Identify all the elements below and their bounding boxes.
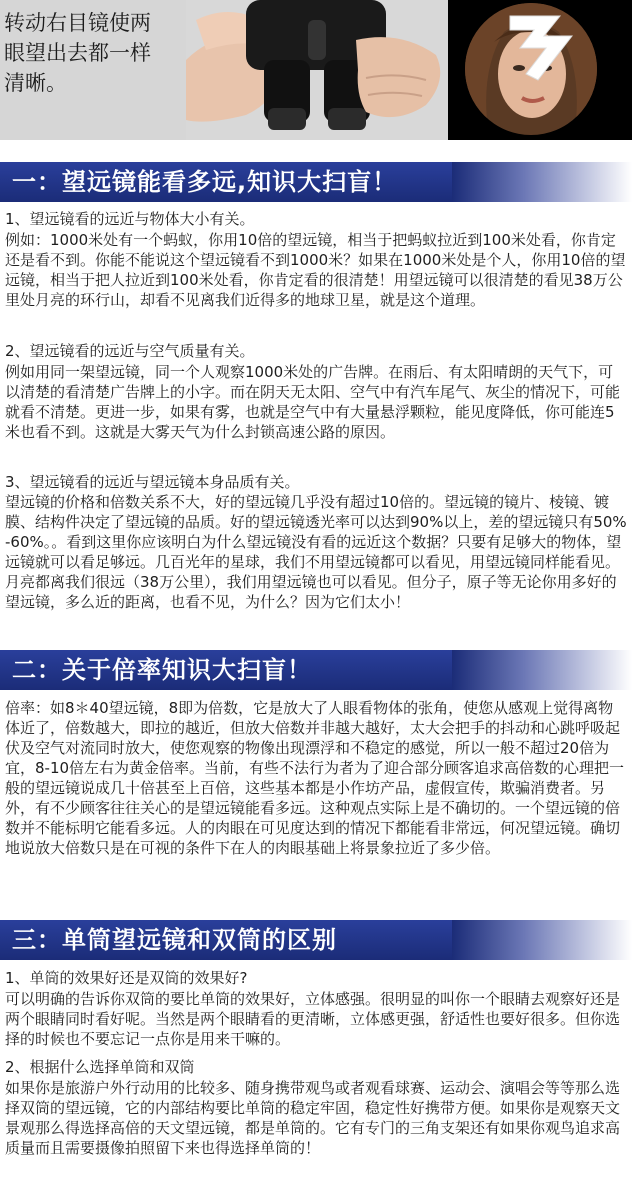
avatar [464,2,598,136]
section-title: 二：关于倍率知识大扫盲！ [12,656,312,684]
avatar-panel [448,0,632,140]
paragraph: 1、望远镜看的远近与物体大小有关。 [5,210,255,228]
section-title: 三：单筒望远镜和双筒的区别 [12,926,337,954]
paragraph: 例如用同一架望远镜，同一个人观察1000米处的广告牌。在雨后、有太阳晴朗的天气下，可以清楚的看清楚广告牌上的小字。而在阴天无太阳、空气中有汽车尾气、灰尘的情况下，可能就看不清楚。更进一步，如果有雾，也就是空气中有大量悬浮颗粒，能见度降低，你可能连5米也看不到。这就是大雾天气为什么封锁高速公路的原因。 [5,363,621,441]
banner-caption: 转动右目镜使两 眼望出去都一样 清晰。 [4,11,151,95]
binoculars-photo [186,0,448,140]
paragraph: 如果你是旅游户外行动用的比较多、随身携带观鸟或者观看球赛、运动会、演唱会等等那么选择双筒的望远镜，它的内部结构要比单筒的稳定牢固，稳定性好携带方便。如果你是观察天文景观那么得选择高倍的天文望远镜，都是单筒的。它有专门的三角支架还有如果你观鸟追求高质量而且需要摄像拍照留下来也得选择单筒的！ [5,1079,621,1157]
paragraph: 3、望远镜看的远近与望远镜本身品质有关。 [5,473,300,491]
paragraph: 2、根据什么选择单筒和双筒 [5,1058,195,1076]
paragraph: 望远镜的价格和倍数关系不大，好的望远镜几乎没有超过10倍的。望远镜的镜片、棱镜、镀膜、结构件决定了望远镜的品质。好的望远镜透光率可以达到90%以上，差的望远镜只有50%-60%。。看到这里你应该明白为什么望远镜没有看的远近这个数据？只要有足够大的物体，望远镜就可以看足够远。几百光年的星球，我们不用望远镜都可以看见，用望远镜同样能看见。月亮都离我们很远（38万公里），我们用望远镜也可以看见。但分子，原子等无论你用多好的望远镜，多么近的距离，也看不见，为什么？因为它们太小！ [5,493,627,611]
top-banner [0,0,632,140]
paragraph: 可以明确的告诉你双筒的要比单筒的效果好，立体感强。很明显的叫你一个眼睛去观察好还是两个眼睛同时看好呢。当然是两个眼睛看的更清晰，立体感更强，舒适性也要好很多。但你选择的时候也不要忘记一点你是用来干嘛的。 [5,990,621,1048]
section-header-2 [0,648,632,692]
paragraph: 2、望远镜看的远近与空气质量有关。 [5,342,255,360]
section-header-1 [0,160,632,204]
section-header-3 [0,918,632,962]
paragraph: 倍率：如8＊40望远镜，8即为倍数，它是放大了人眼看物体的张角，使您从感观上觉得离物体近了，倍数越大，即拉的越近，但放大倍数并非越大越好，太大会把手的抖动和心跳呼吸起伏及空气对流同时放大，使您观察的物像出现漂浮和不稳定的感觉，所以一般不超过20倍为宜，8-10倍左右为黄金倍率。当前，有些不法行为者为了迎合部分顾客追求高倍数的心理把一般的望远镜说成几十倍甚至上百倍，这些基本都是小作坊产品，虚假宣传，欺骗消费者。另外，有不少顾客往往关心的是望远镜能看多远。这种观点实际上是不确切的。一个望远镜的倍数并不能标明它能看多远。人的肉眼在可见度达到的情况下都能看非常远，何况望远镜。确切地说放大倍数只是在可视的条件下在人的肉眼基础上将景象拉近了多少倍。 [5,699,625,857]
paragraph: 例如：1000米处有一个蚂蚁，你用10倍的望远镜，相当于把蚂蚁拉近到100米处看，你肯定还是看不到。你能不能说这个望远镜看不到1000米？如果在1000米处是个人，你用10倍的望远镜，相当于把人拉近到100米处看，你肯定看的很清楚！用望远镜可以很清楚的看见38万公里处月亮的环行山，却看不见离我们近得多的地球卫星，就是这个道理。 [5,231,626,309]
section-title: 一：望远镜能看多远,知识大扫盲！ [12,168,398,196]
paragraph: 1、单筒的效果好还是双筒的效果好? [5,969,248,987]
